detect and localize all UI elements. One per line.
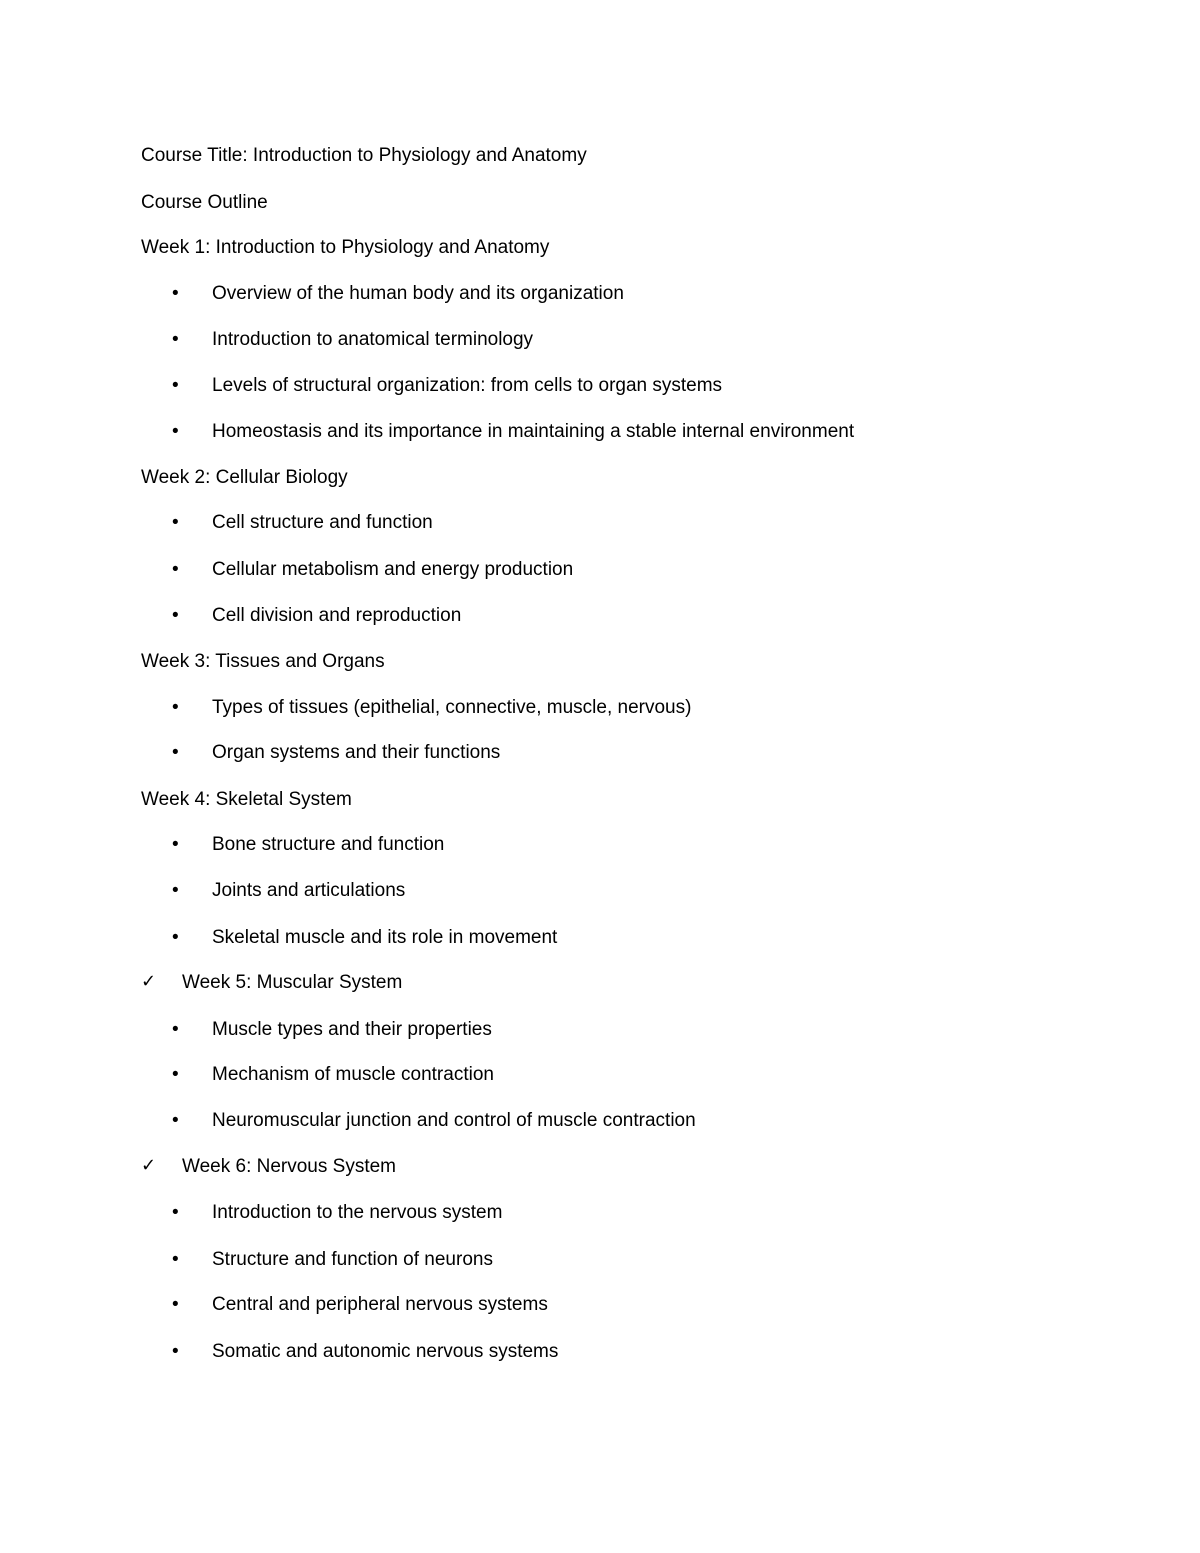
bullet-icon: •	[172, 834, 179, 855]
bullet-icon: •	[172, 1202, 179, 1223]
list-item-text: Skeletal muscle and its role in movement	[212, 927, 558, 948]
bullet-icon: •	[172, 742, 179, 763]
list-item-text: Joints and articulations	[212, 880, 406, 901]
list-item-text: Neuromuscular junction and control of muscle contraction	[212, 1110, 696, 1131]
checkmark-icon: ✓	[141, 1155, 157, 1176]
course-title: Course Title: Introduction to Physiology and Anatomy	[141, 145, 587, 166]
bullet-icon: •	[172, 1019, 179, 1040]
bullet-icon: •	[172, 1341, 179, 1362]
list-item-text: Cell structure and function	[212, 512, 433, 533]
week-heading: Week 2: Cellular Biology	[141, 467, 348, 488]
list-item-text: Bone structure and function	[212, 834, 445, 855]
list-item-text: Homeostasis and its importance in maintaining a stable internal environment	[212, 421, 855, 442]
bullet-icon: •	[172, 512, 179, 533]
bullet-icon: •	[172, 1249, 179, 1270]
bullet-icon: •	[172, 880, 179, 901]
list-item-text: Overview of the human body and its organization	[212, 283, 624, 304]
week-heading: Week 3: Tissues and Organs	[141, 651, 385, 672]
list-item-text: Levels of structural organization: from cells to organ systems	[212, 375, 723, 396]
bullet-icon: •	[172, 559, 179, 580]
week-heading-text: Week 6: Nervous System	[182, 1156, 397, 1177]
list-item-text: Introduction to the nervous system	[212, 1202, 503, 1223]
bullet-icon: •	[172, 421, 179, 442]
bullet-icon: •	[172, 1064, 179, 1085]
list-item-text: Mechanism of muscle contraction	[212, 1064, 494, 1085]
bullet-icon: •	[172, 605, 179, 626]
list-item-text: Central and peripheral nervous systems	[212, 1294, 548, 1315]
checkmark-icon: ✓	[141, 971, 157, 992]
week-heading: Week 1: Introduction to Physiology and Anatomy	[141, 237, 550, 258]
list-item-text: Structure and function of neurons	[212, 1249, 493, 1270]
bullet-icon: •	[172, 283, 179, 304]
list-item-text: Muscle types and their properties	[212, 1019, 492, 1040]
week-heading-text: Week 5: Muscular System	[182, 972, 403, 993]
list-item-text: Cellular metabolism and energy production	[212, 559, 574, 580]
outline-heading: Course Outline	[141, 192, 268, 213]
list-item-text: Introduction to anatomical terminology	[212, 329, 534, 350]
list-item-text: Types of tissues (epithelial, connective, muscle, nervous)	[212, 697, 692, 718]
bullet-icon: •	[172, 1294, 179, 1315]
list-item-text: Organ systems and their functions	[212, 742, 501, 763]
list-item-text: Somatic and autonomic nervous systems	[212, 1341, 559, 1362]
bullet-icon: •	[172, 927, 179, 948]
week-heading: Week 4: Skeletal System	[141, 789, 352, 810]
list-item-text: Cell division and reproduction	[212, 605, 462, 626]
bullet-icon: •	[172, 1110, 179, 1131]
bullet-icon: •	[172, 375, 179, 396]
bullet-icon: •	[172, 329, 179, 350]
bullet-icon: •	[172, 697, 179, 718]
